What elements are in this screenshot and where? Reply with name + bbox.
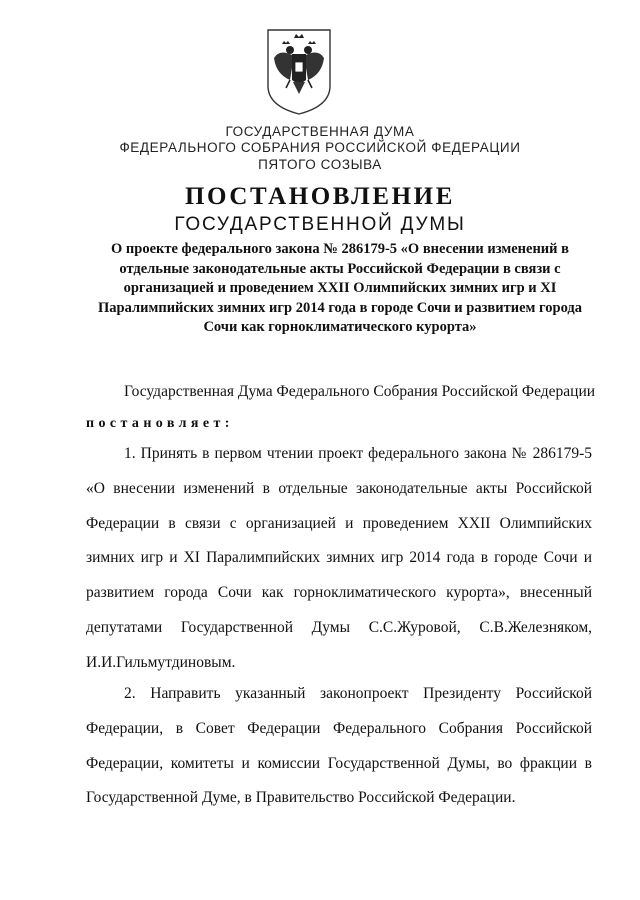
bill-subject: О проекте федерального закона № 286179-5 «О внесении изменений в отдельные законодательные акты Российской Федерации в связи с организацией и проведением XXII Олимпийских зимних игр и XI Паралимпийских зимних игр 2014 года в городе Сочи и развитием города Сочи как горноклиматического курорта» [98, 241, 582, 336]
header-line-1: ГОСУДАРСТВЕННАЯ ДУМА [225, 124, 415, 139]
resolution-item: 2. Направить указанный законопроект Президенту Российской Федерации, в Совет Федерации Федерального Собрания Российской Федерации, комитеты и комиссии Государственной Думы, во фракции в Государственной Думе, в Правительство Российской Федерации. [86, 685, 592, 807]
coat-of-arms-icon [266, 28, 332, 116]
document-title: ПОСТАНОВЛЕНИЕ [184, 183, 456, 210]
document-subtitle: ГОСУДАРСТВЕННОЙ ДУМЫ [174, 214, 466, 235]
resolves-label: постановляет: [86, 416, 234, 431]
header-line-3: ПЯТОГО СОЗЫВА [258, 157, 382, 172]
header-line-2: ФЕДЕРАЛЬНОГО СОБРАНИЯ РОССИЙСКОЙ ФЕДЕРАЦИИ [119, 140, 521, 155]
resolution-item: 1. Принять в первом чтении проект федерального закона № 286179-5 «О внесении изменений в отдельные законодательные акты Российской Федерации в связи с организацией и проведением XXII Олимпийских зимних игр и XI Паралимпийских зимних игр 2014 года в городе Сочи и развитием города Сочи как горноклиматического курорта», внесенный депутатами Государственной Думы С.С.Журовой, С.В.Железняком, И.И.Гильмутдиновым. [86, 445, 592, 671]
intro-paragraph: Государственная Дума Федерального Собрания Российской Федерации [124, 383, 596, 400]
